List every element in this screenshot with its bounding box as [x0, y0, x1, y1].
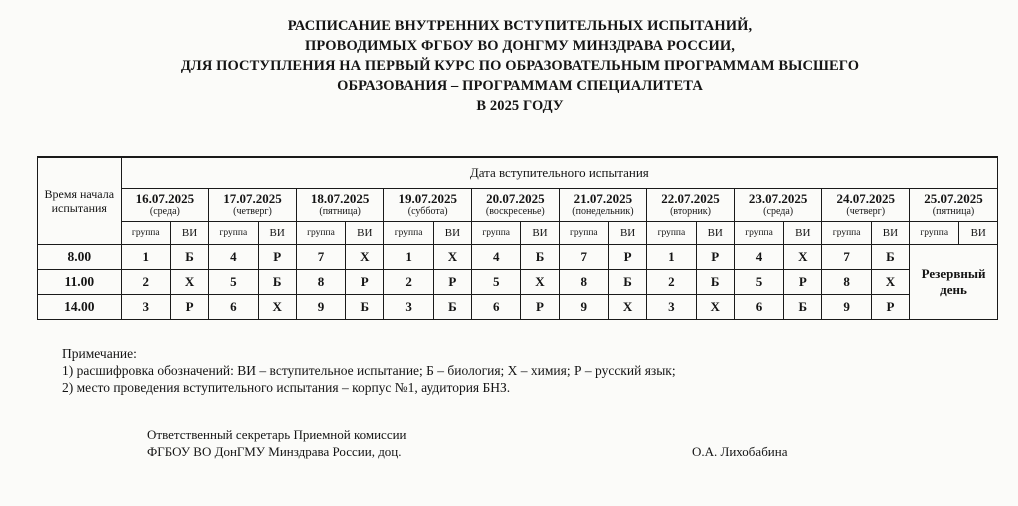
exam-cell: Х [521, 270, 559, 295]
date-value: 23.07.2025 [748, 191, 808, 206]
group-cell: 3 [121, 295, 170, 320]
group-cell: 1 [121, 245, 170, 270]
group-subheader: группа [384, 222, 433, 245]
weekday-value: (четверг) [846, 206, 886, 217]
table-row [38, 295, 998, 320]
notes-heading: Примечание: [62, 346, 137, 361]
exam-cell: Р [784, 270, 822, 295]
group-cell: 4 [472, 245, 521, 270]
date-value: 22.07.2025 [661, 191, 720, 206]
date-column-header [822, 189, 910, 222]
group-subheader: группа [822, 222, 871, 245]
exam-cell: Х [346, 245, 384, 270]
group-cell: 9 [822, 295, 871, 320]
exam-subheader: ВИ [608, 222, 646, 245]
date-header: Дата вступительного испытания [121, 157, 997, 189]
group-cell: 3 [647, 295, 696, 320]
title-line: В 2025 ГОДУ [476, 98, 564, 114]
group-cell: 6 [209, 295, 258, 320]
exam-cell: Б [608, 270, 646, 295]
date-column-header [384, 189, 472, 222]
exam-cell: Б [871, 245, 909, 270]
group-cell: 8 [559, 270, 608, 295]
group-cell: 3 [384, 295, 433, 320]
exam-cell: Р [521, 295, 559, 320]
notes [62, 345, 676, 396]
title-line: ДЛЯ ПОСТУПЛЕНИЯ НА ПЕРВЫЙ КУРС ПО ОБРАЗОВАТЕЛЬНЫМ ПРОГРАММАМ ВЫСШЕГО [180, 58, 860, 74]
group-subheader: группа [209, 222, 258, 245]
exam-cell: Р [871, 295, 909, 320]
start-time-cell: 14.00 [38, 295, 122, 320]
exam-cell: Р [433, 270, 471, 295]
group-cell: 7 [296, 245, 345, 270]
exam-cell: Х [433, 245, 471, 270]
group-subheader: группа [472, 222, 521, 245]
date-value: 20.07.2025 [486, 191, 545, 206]
exam-cell: Б [170, 245, 208, 270]
group-cell: 9 [559, 295, 608, 320]
exam-subheader: ВИ [170, 222, 208, 245]
title-line: ПРОВОДИМЫХ ФГБОУ ВО ДОНГМУ МИНЗДРАВА РОССИИ, [305, 38, 735, 54]
exam-cell: Б [433, 295, 471, 320]
group-cell: 5 [209, 270, 258, 295]
date-column-header [209, 189, 297, 222]
date-column-header [296, 189, 384, 222]
signer-name: О.А. Лихобабина [692, 444, 788, 459]
exam-cell: Б [346, 295, 384, 320]
exam-cell: Б [696, 270, 734, 295]
exam-cell: Х [258, 295, 296, 320]
weekday-value: (воскресенье) [485, 206, 545, 217]
date-value: 19.07.2025 [398, 191, 457, 206]
date-value: 25.07.2025 [924, 191, 983, 206]
document-title [0, 16, 1018, 116]
exam-cell: Б [784, 295, 822, 320]
group-cell: 4 [734, 245, 783, 270]
group-cell: 2 [384, 270, 433, 295]
group-cell: 8 [822, 270, 871, 295]
weekday-value: (среда) [763, 206, 794, 217]
exam-cell: Р [258, 245, 296, 270]
date-column-header [910, 189, 998, 222]
exam-cell: Р [346, 270, 384, 295]
date-value: 24.07.2025 [836, 191, 895, 206]
exam-cell: Б [521, 245, 559, 270]
signature-position: Ответственный секретарь Приемной комиссии [147, 427, 407, 442]
exam-subheader: ВИ [696, 222, 734, 245]
exam-cell: Б [258, 270, 296, 295]
date-column-header [559, 189, 647, 222]
weekday-value: (суббота) [407, 206, 448, 217]
group-cell: 5 [734, 270, 783, 295]
group-cell: 6 [734, 295, 783, 320]
group-cell: 6 [472, 295, 521, 320]
exam-subheader: ВИ [433, 222, 471, 245]
exam-cell: Х [784, 245, 822, 270]
weekday-value: (пятница) [932, 206, 975, 217]
group-cell: 9 [296, 295, 345, 320]
weekday-value: (понедельник) [572, 206, 634, 217]
date-value: 17.07.2025 [223, 191, 282, 206]
group-cell: 7 [822, 245, 871, 270]
group-subheader: группа [296, 222, 345, 245]
date-column-header [121, 189, 209, 222]
notes-line-location: 2) место проведения вступительного испытания – корпус №1, аудитория БНЗ. [62, 380, 511, 395]
group-cell: 2 [647, 270, 696, 295]
group-cell: 2 [121, 270, 170, 295]
exam-subheader: ВИ [784, 222, 822, 245]
group-cell: 1 [647, 245, 696, 270]
date-column-header [734, 189, 822, 222]
group-cell: 5 [472, 270, 521, 295]
group-subheader: группа [647, 222, 696, 245]
group-cell: 4 [209, 245, 258, 270]
group-subheader: группа [910, 222, 959, 245]
schedule-table [37, 156, 998, 320]
signature-organization: ФГБОУ ВО ДонГМУ Минздрава России, доц. [147, 444, 402, 459]
signature-block [147, 426, 407, 460]
table-row [38, 245, 998, 270]
table-row [38, 270, 998, 295]
title-line: ОБРАЗОВАНИЯ – ПРОГРАММАМ СПЕЦИАЛИТЕТА [337, 78, 703, 94]
exam-cell: Р [608, 245, 646, 270]
start-time-cell: 11.00 [38, 270, 122, 295]
date-value: 18.07.2025 [310, 191, 370, 206]
date-value: 21.07.2025 [573, 191, 633, 206]
group-cell: 7 [559, 245, 608, 270]
exam-subheader: ВИ [258, 222, 296, 245]
exam-subheader: ВИ [521, 222, 559, 245]
date-column-header [647, 189, 735, 222]
time-header: Время начала испытания [38, 157, 122, 245]
exam-cell: Х [871, 270, 909, 295]
weekday-value: (пятница) [319, 206, 361, 217]
exam-cell: Х [696, 295, 734, 320]
exam-subheader: ВИ [346, 222, 384, 245]
group-subheader: группа [559, 222, 608, 245]
group-cell: 8 [296, 270, 345, 295]
weekday-value: (четверг) [233, 206, 272, 217]
exam-cell: Х [608, 295, 646, 320]
exam-subheader: ВИ [959, 222, 998, 245]
date-column-header [472, 189, 560, 222]
exam-cell: Р [696, 245, 734, 270]
exam-cell: Р [170, 295, 208, 320]
group-subheader: группа [734, 222, 783, 245]
group-subheader: группа [121, 222, 170, 245]
date-value: 16.07.2025 [135, 191, 195, 206]
exam-subheader: ВИ [871, 222, 909, 245]
weekday-value: (вторник) [670, 206, 711, 217]
exam-cell: Х [170, 270, 208, 295]
title-line: РАСПИСАНИЕ ВНУТРЕННИХ ВСТУПИТЕЛЬНЫХ ИСПЫТАНИЙ, [287, 18, 753, 34]
reserve-day-cell: Резервный день [910, 245, 998, 320]
weekday-value: (среда) [149, 206, 180, 217]
group-cell: 1 [384, 245, 433, 270]
start-time-cell: 8.00 [38, 245, 122, 270]
notes-line-legend: 1) расшифровка обозначений: ВИ – вступительное испытание; Б – биология; Х – химия; Р – русский язык; [62, 363, 676, 378]
